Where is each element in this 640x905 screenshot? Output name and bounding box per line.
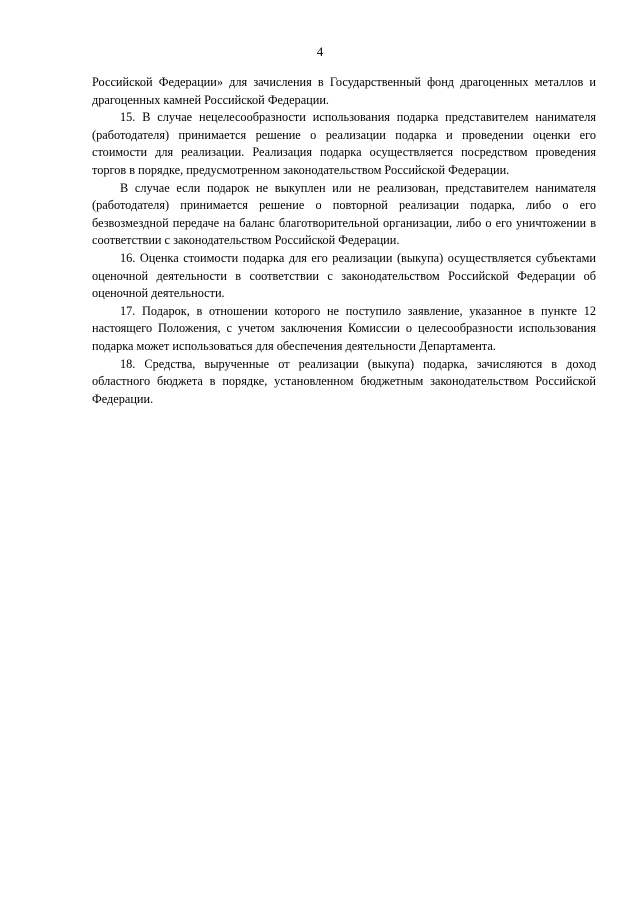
paragraph-continuation: Российской Федерации» для зачисления в Государственный фонд драгоценных металлов и драгоценных камней Российской Федерации. [92,75,596,107]
document-body [92,74,596,408]
paragraph-item-16: 16. Оценка стоимости подарка для его реализации (выкупа) осуществляется субъектами оценочной деятельности в соответствии с законодательством Российской Федерации об оценочной деятельности. [92,250,596,301]
page-number: 4 [316,44,324,59]
paragraph-item-15-continued: В случае если подарок не выкуплен или не реализован, представителем нанимателя (работодателя) принимается решение о повторной реализации подарка, либо о его безвозмездной передаче на баланс благотворительной организации, либо о его уничтожении в соответствии с законодательством Российской Федерации. [92,180,596,248]
paragraph-item-15: 15. В случае нецелесообразности использования подарка представителем нанимателя (работодателя) принимается решение о реализации подарка и проведении оценки его стоимости для реализации. Реализация подарка осуществляется посредством проведения торгов в порядке, предусмотренном законодательством Российской Федерации. [92,110,596,177]
paragraph-item-18: 18. Средства, вырученные от реализации (выкупа) подарка, зачисляются в доход областного бюджета в порядке, установленном бюджетным законодательством Российской Федерации. [92,356,596,406]
paragraph-item-17: 17. Подарок, в отношении которого не поступило заявление, указанное в пункте 12 настоящего Положения, с учетом заключения Комиссии о целесообразности использования подарка может использоваться для обеспечения деятельности Департамента. [92,303,596,353]
